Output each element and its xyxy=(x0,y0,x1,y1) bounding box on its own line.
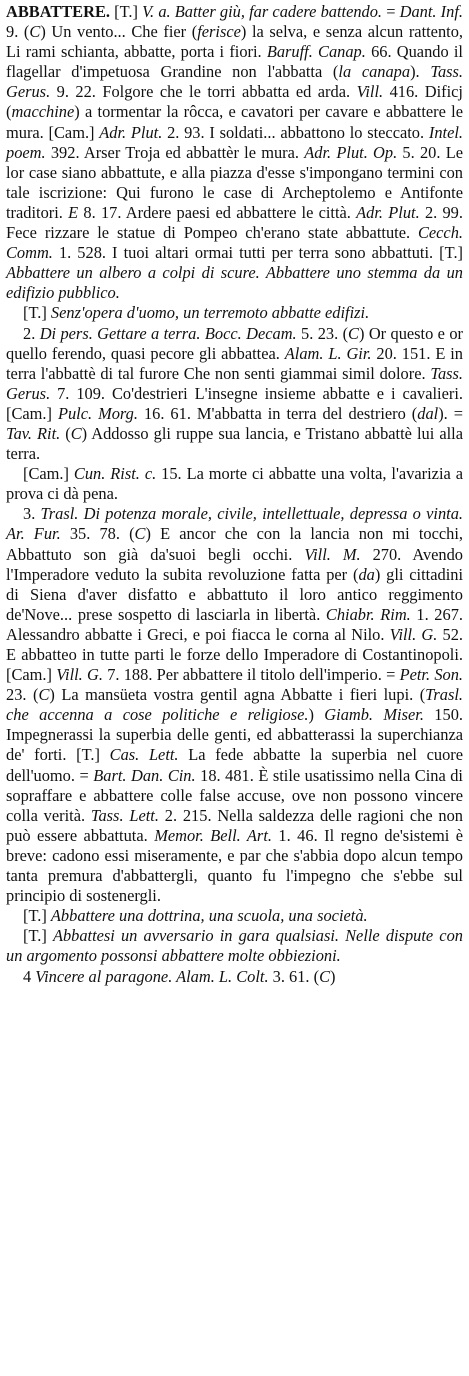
entry-example-1: [T.] Senz'opera d'uomo, un terremoto abbatte edifizi. xyxy=(23,303,370,323)
entry-definition-3: 3. Trasl. Di potenza morale, civile, intellettuale, depressa o vinta. Ar. Fur. 35. 78. (C) E ancor che con la lancia non mi tocchi, Abbattuto son già da'suoi begli occhi. Vill. M. 270. Avendo l'Imperadore veduto la subita revoluzione fatta per (da) gli cittadini di Siena d'aver disfatto e abbattuto il loro antico reggimento de'Nove... prese sospetto di lasciarla in libertà. Chiabr. Rim. 1. 267. Alessandro abbatte i Greci, e poi fiacca le corna al Nilo. Vill. G. 52. E abbatteo in tutte parti le forze dello Imperadore di Costantinopoli. [Cam.] Vill. G. 7. 188. Per abbattere il titolo dell'imperio. = Petr. Son. 23. (C) La mansüeta vostra gentil agna Abbatte i fieri lupi. (Trasl. che accenna a cose politiche e religiose.) Giamb. Miser. 150. Impegnerassi la superbia delle genti, ed abbatterassi la superchianza de' forti. [T.] Cas. Lett. La fede abbatte la superbia nel cuore dell'uomo. = Bart. Dan. Cin. 18. 481. È stile usatissimo nella Cina di sopraffare e abbattere colle false accuse, ove non possono vincere colla verità. Tass. Lett. 2. 215. Nella saldezza delle ragioni che non può essere abbattuta. Memor. Bell. Art. 1. 46. Il regno de'sistemi è breve: cadono essi miseramente, e par che s'abbia dopo alcun tempo tanta premura d'abbattergli, quanto fu l'impegno che s'ebbe sul principio di sostenergli. xyxy=(6,504,464,906)
headword: ABBATTERE. xyxy=(6,2,110,21)
entry-definition-4: 4 Vincere al paragone. Alam. L. Colt. 3. 61. (C) xyxy=(23,966,336,986)
entry-example-4: [T.] Abbattesi un avversario in gara qualsiasi. Nelle dispute con un argomento possonsi abbattere molte obbiezioni. xyxy=(6,926,463,966)
entry-example-3: [T.] Abbattere una dottrina, una scuola, una società. xyxy=(23,906,368,926)
entry-definition-2: 2. Di pers. Gettare a terra. Bocc. Decam. 5. 23. (C) Or questo e or quello ferendo, quasi pecore gli abbattea. Alam. L. Gir. 20. 151. E in terra l'abbattè di tal furore Che non senti giammai simil dolore. Tass. Gerus. 7. 109. Co'destrieri L'insegne insieme abbatte e i cavalieri. [Cam.] Pulc. Morg. 16. 61. M'abbatta in terra del destriero (dal). = Tav. Rit. (C) Addosso gli ruppe sua lancia, e Tristano abbattè lui alla terra. xyxy=(6,323,464,464)
entry-example-2: [Cam.] Cun. Rist. c. 15. La morte ci abbatte una volta, l'avarizia a prova ci dà pena. xyxy=(6,464,464,504)
entry-definition-1: ABBATTERE. [T.] V. a. Batter giù, far cadere battendo. = Dant. Inf. 9. (C) Un vento... Che fier (ferisce) la selva, e senza alcun rattento, Li rami schianta, abbatte, porta i fiori. Baruff. Canap. 66. Quando il flagellar d'impetuosa Grandine non l'abbatta (la canapa). Tass. Gerus. 9. 22. Folgore che le torri abbatta ed arda. Vill. 416. Dificj (macchine) a tormentar la rôcca, e cavatori per cavare e abbattere le mura. [Cam.] Adr. Plut. 2. 93. I soldati... abbattono lo steccato. Intel. poem. 392. Arser Troja ed abbattèr le mura. Adr. Plut. Op. 5. 20. Le lor case siano abbattute, e alla piazza d'esse s'impongano termini con tale iscrizione: Qui furono le case di Archeptolemo e Antifonte traditori. E 8. 17. Ardere paesi ed abbattere le città. Adr. Plut. 2. 99. Fece rizzare le statue di Pompeo ch'erano state abbattute. Cecch. Comm. 1. 528. I tuoi altari ormai tutti per terra sono abbattuti. [T.] Abbattere un albero a colpi di scure. Abbattere uno stemma da un edifizio pubblico. xyxy=(6,2,463,303)
